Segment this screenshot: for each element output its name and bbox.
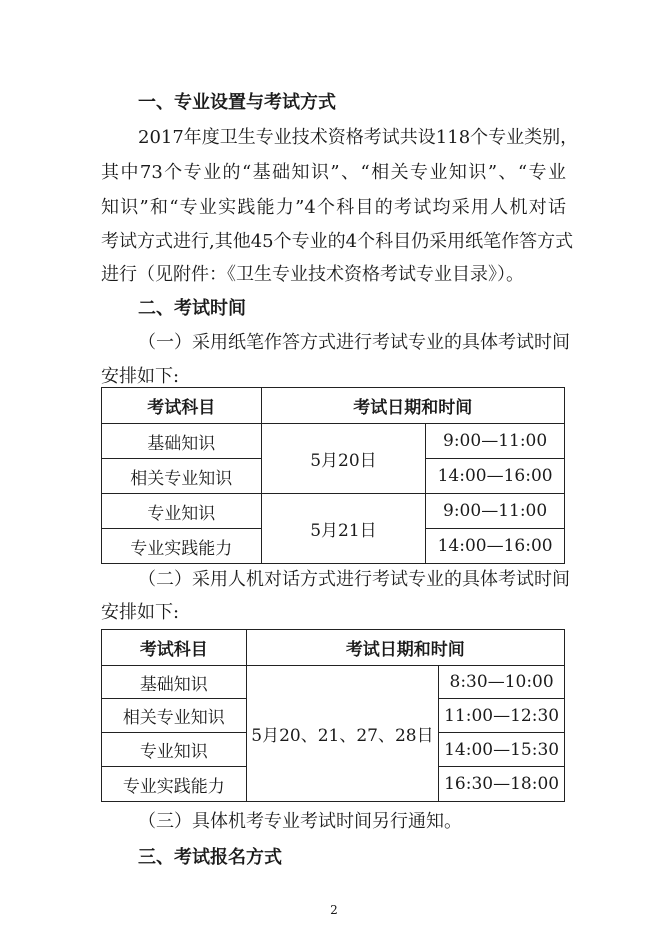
table2-time-cell: 11:00—12:30 [439, 699, 565, 733]
table1-header-datetime: 考试日期和时间 [261, 388, 564, 424]
table2-time-cell: 16:30—18:00 [439, 767, 565, 802]
table2-time-cell: 8:30—10:00 [439, 666, 565, 699]
section1-line-4: 考试方式进行,其他45个专业的4个科目仍采用纸笔作答方式 [101, 231, 574, 252]
table2-time-cell: 14:00—15:30 [439, 733, 565, 767]
table2-subject-cell: 基础知识 [102, 666, 247, 699]
table1-time-cell: 14:00—16:00 [426, 529, 565, 564]
table1-time-cell: 9:00—11:00 [426, 494, 565, 529]
schedule-table-computer [101, 629, 565, 802]
table1-date-cell: 5月20日 [261, 424, 426, 494]
section1-line-5: 进行（见附件：《卫生专业技术资格考试专业目录》）。 [101, 264, 524, 285]
table2-subject-cell: 相关专业知识 [102, 699, 247, 733]
table1-subject-cell: 相关专业知识 [102, 459, 262, 494]
section1-line-3: 知识”和“专业实践能力”4个科目的考试均采用人机对话 [101, 197, 566, 218]
table1-header-subject: 考试科目 [102, 388, 262, 424]
table1-time-cell: 9:00—11:00 [426, 424, 565, 459]
table2-date-cell: 5月20、21、27、28日 [246, 666, 439, 802]
section2-heading: 二、考试时间 [138, 298, 246, 319]
table1-subject-cell: 基础知识 [102, 424, 262, 459]
section1-heading: 一、专业设置与考试方式 [138, 92, 336, 113]
table1-date-cell: 5月21日 [261, 494, 426, 564]
section1-line-1: 2017年度卫生专业技术资格考试共设118个专业类别， [138, 127, 579, 148]
table2-header-subject: 考试科目 [102, 630, 247, 666]
table2-subject-cell: 专业知识 [102, 733, 247, 767]
section2-para2-line-1: （二）采用人机对话方式进行考试专业的具体考试时间 [138, 569, 570, 590]
table1-subject-cell: 专业知识 [102, 494, 262, 529]
table1-subject-cell: 专业实践能力 [102, 529, 262, 564]
section2-para3: （三）具体机考专业考试时间另行通知。 [138, 811, 462, 832]
section1-line-2: 其中73个专业的“基础知识”、“相关专业知识”、“专业 [101, 162, 566, 183]
table1-time-cell: 14:00—16:00 [426, 459, 565, 494]
section2-para1-line-1: （一）采用纸笔作答方式进行考试专业的具体考试时间 [138, 332, 570, 353]
table2-header-datetime: 考试日期和时间 [246, 630, 564, 666]
page-number: 2 [330, 903, 338, 917]
section2-para2-line-2: 安排如下: [101, 602, 180, 623]
section3-heading: 三、考试报名方式 [138, 847, 282, 868]
section2-para1-line-2: 安排如下: [101, 366, 180, 387]
schedule-table-paper [101, 387, 565, 564]
table2-subject-cell: 专业实践能力 [102, 767, 247, 802]
